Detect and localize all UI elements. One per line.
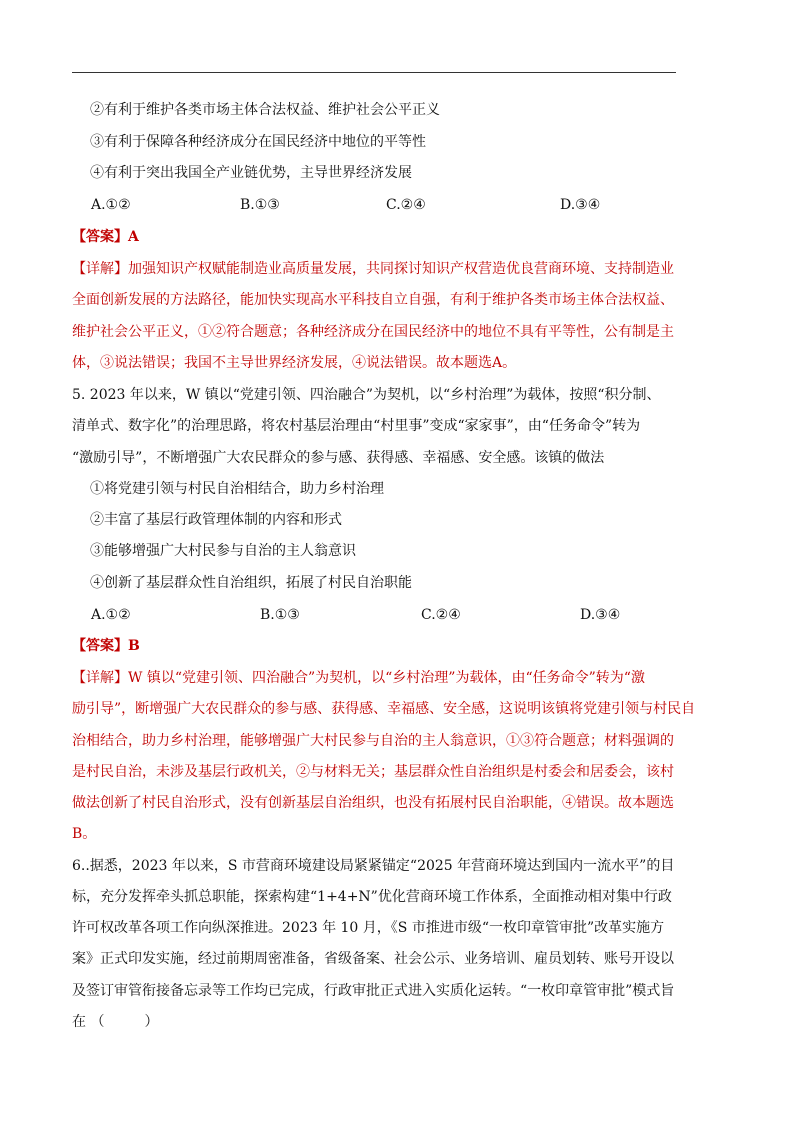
q4-item-2: ②有利于维护各类市场主体合法权益、维护社会公平正义	[90, 102, 440, 118]
q6-tail-open: 在 （	[72, 1014, 105, 1030]
q4-item-4: ④有利于突出我国全产业链优势，主导世界经济发展	[90, 165, 412, 181]
q6-stem-line: 及签订审管衔接备忘录等工作均已完成，行政审批正式进入实质化运转。“一枚印章管审批”模式旨	[72, 983, 675, 999]
q5-explanation-line: 励引导”，断增强广大农民群众的参与感、获得感、幸福感、安全感，这说明该镇将党建引领与村民自	[72, 701, 696, 717]
q5-option-a: A.①②	[91, 607, 131, 623]
q6-stem-line: 案》正式印发实施，经过前期周密准备，省级备案、社会公示、业务培训、雇员划转、账号开设以	[72, 951, 674, 967]
q6-stem-line: 6..据悉，2023 年以来，S 市营商环境建设局紧紧锚定“2025 年营商环境达到国内一流水平”的目	[72, 858, 675, 874]
q5-explanation-line: 【详解】W 镇以“党建引领、四治融合”为契机，以“乡村治理”为载体，由“任务命令”转为“激	[72, 670, 645, 686]
q5-explanation-line: 治相结合，助力乡村治理，能够增强广大村民参与自治的主人翁意识，①③符合题意；材料强调的	[72, 733, 674, 749]
q4-item-3: ③有利于保障各种经济成分在国民经济中地位的平等性	[90, 134, 426, 150]
q5-item-1: ①将党建引领与村民自治相结合，助力乡村治理	[90, 481, 384, 497]
q5-option-d: D.③④	[580, 607, 621, 623]
q6-answer-blank-line	[72, 1014, 158, 1030]
q5-stem-line: 5. 2023 年以来，W 镇以“党建引领、四治融合”为契机，以“乡村治理”为载体，按照“积分制、	[72, 387, 661, 403]
q4-answer: 【答案】A	[72, 229, 139, 245]
q5-item-3: ③能够增强广大村民参与自治的主人翁意识	[90, 543, 356, 559]
q4-option-b: B.①③	[240, 197, 280, 213]
q6-stem-line: 标，充分发挥牵头抓总职能，探索构建“1+4+N”优化营商环境工作体系，全面推动相对集中行政	[72, 889, 672, 905]
q6-tail-close: ）	[144, 1014, 159, 1030]
q5-explanation-line: 做法创新了村民自治形式，没有创新基层自治组织，也没有拓展村民自治职能，④错误。故本题选	[72, 795, 674, 811]
q5-option-c: C.②④	[421, 607, 461, 623]
q5-answer: 【答案】B	[72, 638, 140, 654]
q5-item-4: ④创新了基层群众性自治组织，拓展了村民自治职能	[90, 575, 412, 591]
q4-explanation-line: 【详解】加强知识产权赋能制造业高质量发展，共同探讨知识产权营造优良营商环境、支持制造业	[72, 261, 674, 277]
q5-option-b: B.①③	[260, 607, 300, 623]
q4-explanation-line: 全面创新发展的方法路径，能加快实现高水平科技自立自强，有利于维护各类市场主体合法权益、	[72, 292, 674, 308]
q5-item-2: ②丰富了基层行政管理体制的内容和形式	[90, 512, 342, 528]
q5-explanation-line: 是村民自治，未涉及基层行政机关，②与材料无关；基层群众性自治组织是村委会和居委会，该村	[72, 764, 674, 780]
q4-option-a: A.①②	[91, 197, 131, 213]
header-rule	[72, 72, 676, 73]
q5-explanation-line: B。	[72, 826, 97, 842]
q4-option-c: C.②④	[386, 197, 426, 213]
q5-stem-line: 清单式、数字化”的治理思路，将农村基层治理由“村里事”变成“家家事”，由“任务命令”转为	[72, 418, 641, 434]
q6-stem-line: 许可权改革各项工作向纵深推进。2023 年 10 月，《S 市推进市级“一枚印章管审批”改革实施方	[72, 920, 665, 936]
q5-stem-line: “激励引导”，不断增强广大农民群众的参与感、获得感、幸福感、安全感。该镇的做法	[72, 450, 605, 466]
q4-explanation-line: 体，③说法错误；我国不主导世界经济发展，④说法错误。故本题选A。	[72, 355, 517, 371]
q4-option-d: D.③④	[560, 197, 601, 213]
q4-explanation-line: 维护社会公平正义，①②符合题意；各种经济成分在国民经济中的地位不具有平等性，公有制是主	[72, 324, 674, 340]
